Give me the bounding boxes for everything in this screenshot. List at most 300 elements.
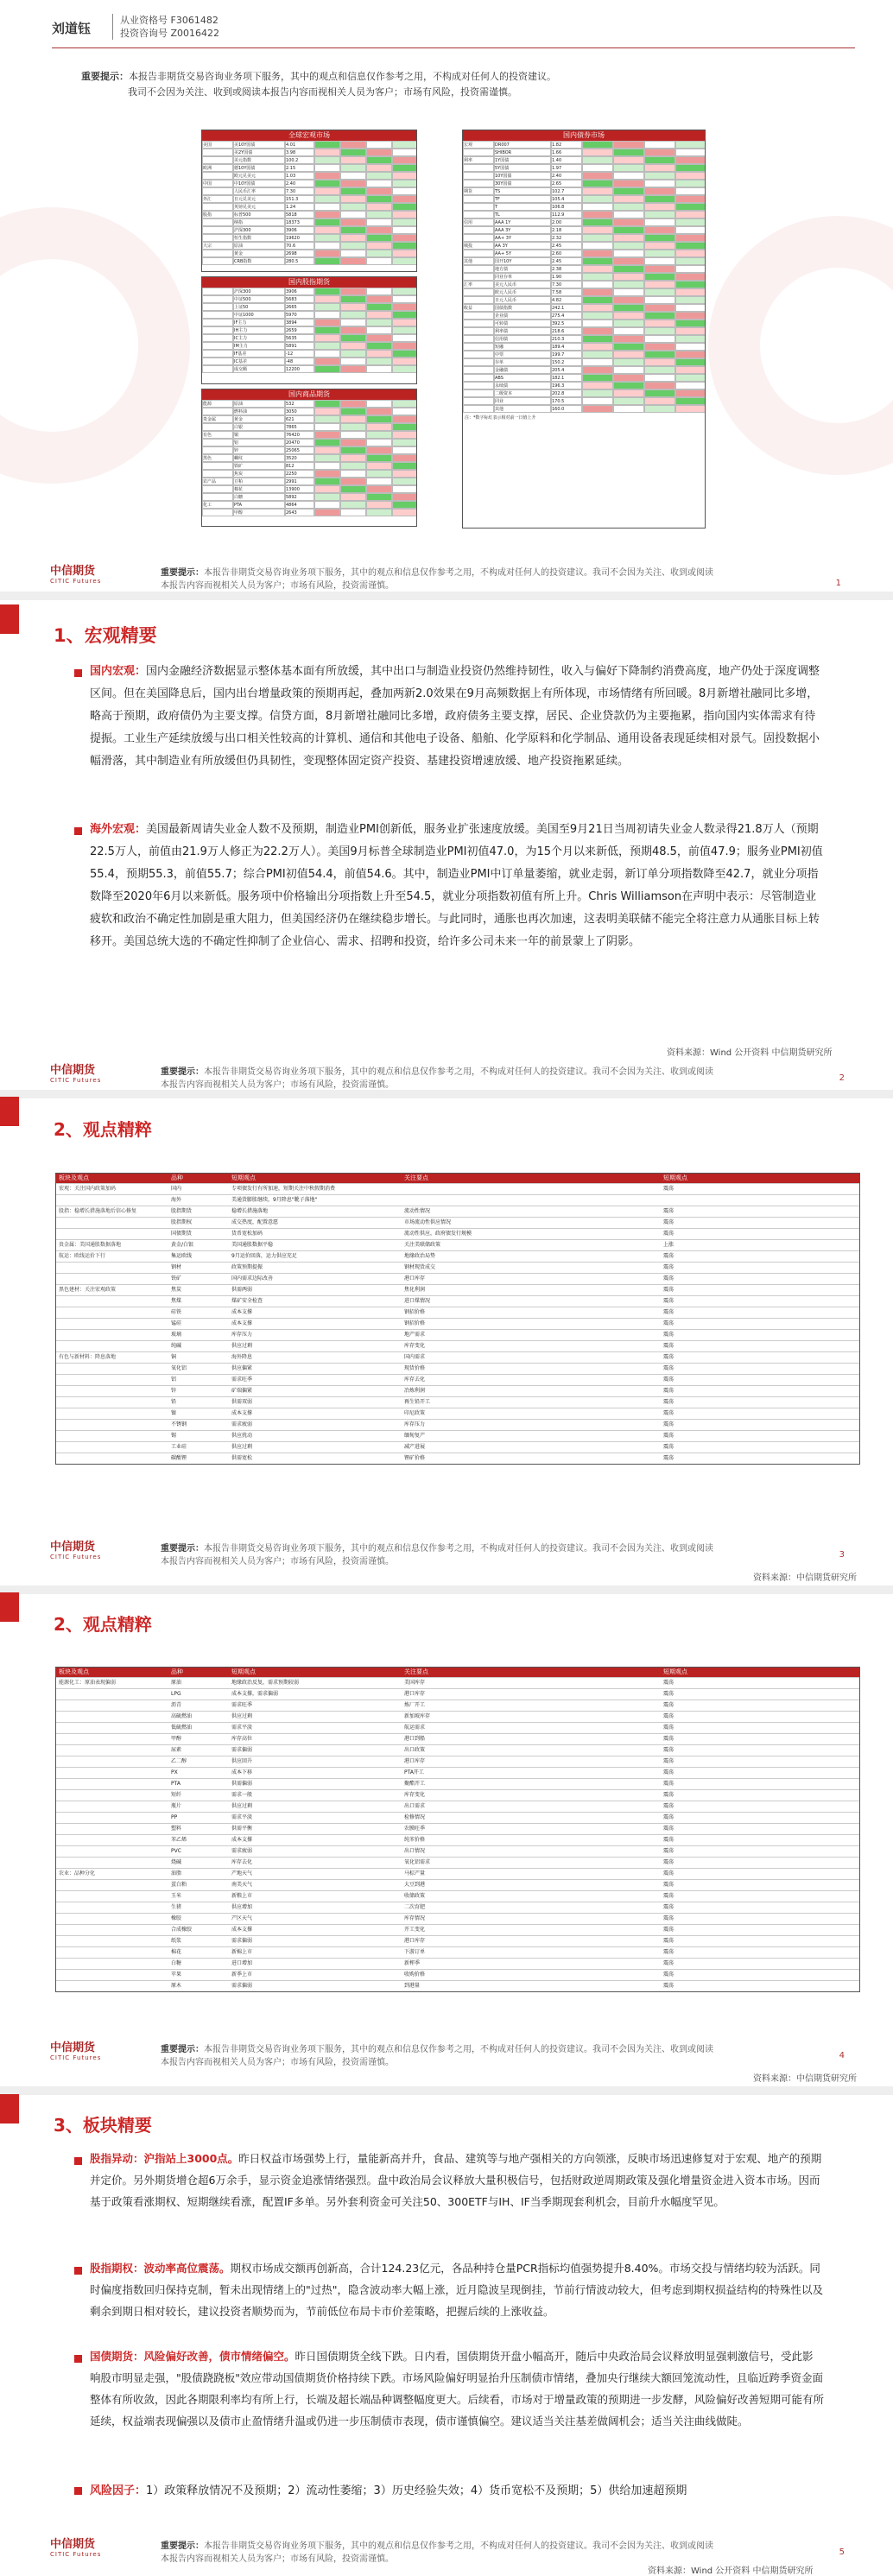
table-cell: 5Y国债 <box>494 164 551 172</box>
table-cell: 矿端偏紧 <box>231 1388 253 1394</box>
table-shade-cell <box>366 303 392 311</box>
table-cell: 原油 <box>233 400 285 408</box>
table-cell: 白糖 <box>171 1960 182 1966</box>
table-shade-cell <box>675 265 706 273</box>
source-note: 资料来源：Wind 公开资料 中信期货研究所 <box>648 2567 814 2576</box>
table-cell: 震荡 <box>663 1882 674 1888</box>
table-cell: AA 3Y <box>494 242 551 250</box>
table-cell <box>661 1195 712 1206</box>
table-shade-cell <box>340 462 366 470</box>
table-shade-cell <box>340 303 366 311</box>
table-cell: 供需偏弱 <box>231 1781 253 1787</box>
table-cell: 美元人民币 <box>494 281 551 288</box>
table-shade-cell <box>340 172 366 180</box>
table-shade-cell <box>644 172 675 180</box>
table-cell: 标普500 <box>233 211 285 218</box>
table-cell: 189.4 <box>551 343 582 351</box>
table-shade-cell <box>366 164 392 172</box>
table-cell: 震荡 <box>663 1915 674 1921</box>
table-cell <box>56 1936 168 1946</box>
table-cell: 锰硅 <box>171 1320 182 1326</box>
table-cell <box>56 1801 168 1812</box>
table-shade-cell <box>340 342 366 350</box>
table-shade-cell <box>314 234 340 242</box>
table-shade-cell <box>613 250 644 257</box>
table-shade-cell <box>392 141 417 149</box>
table-header-cell: 关注要点 <box>404 1668 428 1675</box>
table-cell: 能源 <box>202 400 233 408</box>
table-row <box>56 1722 859 1733</box>
table-cell <box>202 326 233 334</box>
table-row <box>56 1778 859 1789</box>
table-cell: 供应扰动 <box>231 1433 253 1439</box>
para-tag: 国债期货：风险偏好改善，债市情绪偏空。 <box>90 2350 295 2363</box>
table-cell: 塑料 <box>171 1826 182 1832</box>
table-cell: 港口库存 <box>404 1275 426 1282</box>
table-cell: TF <box>494 195 551 203</box>
table-cell: 宏观：关注国内政策加码 <box>59 1186 117 1192</box>
table-cell: 美元指数 <box>233 156 285 164</box>
para-text: 美国最新周请失业金人数不及预期，制造业PMI创新低，服务业扩张速度放缓。美国至9月21日当周初请失业金人数录得21.8万人（预期22.5万人，前值由21.9万人修正为22.2万人）。美国9月标普全球制造业PMI初值47.0，为15个月以来新低，预期48.5，前值47.9；服务业PMI初值55.4，预期55.3，前值55.7；综合PMI初值54.4，前值54.6。其中，制造业PMI中订单量萎缩，就业走弱，新订单分项指数降至42.7，就业分项指数降至2020年6月以来新低。服务项中价格输出分项指数上升至54.5，就业分项指数初值有所上升。Chris Williamson在声明中表示：尽管制造业疲软和政治不确定性加剧是重大阻力，但美国经济仍在继续稳步增长。与此同时，通胀也再次加速，这表明美联储不能完全将注意力从通胀目标上转移开。美国总统大选的不确定性抑制了企业信心、需求、招聘和投资，给许多公司未来一年的前景蒙上了阴影。 <box>90 823 823 948</box>
table-cell: 尿素 <box>171 1747 182 1753</box>
table-cell: 需求疲弱 <box>231 1421 253 1427</box>
table-shade-cell <box>392 342 417 350</box>
table-shade-cell <box>392 470 417 478</box>
table-shade-cell <box>613 397 644 405</box>
table-shade-cell <box>613 187 644 195</box>
table-cell <box>463 335 494 343</box>
table-shade-cell <box>613 343 644 351</box>
table-cell: 震荡 <box>663 1208 674 1214</box>
table-shade-cell <box>644 234 675 242</box>
table-shade-cell <box>314 242 340 250</box>
table-shade-cell <box>613 273 644 281</box>
table-cell: 震荡 <box>663 1927 674 1933</box>
table-cell <box>56 1824 168 1834</box>
table-cell <box>202 462 233 470</box>
table-cell <box>56 1779 168 1789</box>
table-shade-cell <box>340 211 366 218</box>
table-cell: 钢材现货成交 <box>404 1264 436 1270</box>
table-cell: 供应过剩 <box>231 1713 253 1719</box>
table-shade-cell <box>644 320 675 327</box>
table-shade-cell <box>582 180 613 187</box>
footer-line-1: 本报告非期货交易咨询业务项下服务，其中的观点和信息仅作参考之用，不构成对任何人的投资建议。我司不会因为关注、收到或阅读 <box>204 568 713 578</box>
table-shade-cell <box>675 405 706 413</box>
table-shade-cell <box>314 400 340 408</box>
table-cell: 能源化工：原油表现偏弱 <box>59 1680 117 1686</box>
table-shade-cell <box>644 250 675 257</box>
watermark-arc <box>708 216 893 475</box>
table-cell: 氧化铝需求 <box>404 1859 431 1865</box>
table-cell <box>202 303 233 311</box>
table-shade-cell <box>613 218 644 226</box>
table-cell <box>463 382 494 389</box>
table-cell: 纯碱 <box>171 1343 182 1349</box>
table-shade-cell <box>582 149 613 156</box>
table-cell: IF主力 <box>233 319 285 326</box>
table-cell: 供应过剩 <box>231 1444 253 1450</box>
table-cell: 102.7 <box>551 187 582 195</box>
table-shade-cell <box>340 415 366 423</box>
notice-line-2: 我司不会因为关注、收到或阅读本报告内容而视相关人员为客户；市场有风险，投资需谨慎。 <box>128 86 517 98</box>
section-bar <box>0 604 19 634</box>
table-cell: 进口增加 <box>231 1960 253 1966</box>
table-cell: 日元兑美元 <box>233 195 285 203</box>
table-cell <box>463 203 494 211</box>
table-cell <box>463 320 494 327</box>
table-shade-cell <box>582 257 613 265</box>
table-cell: 2659 <box>285 326 314 334</box>
table-shade-cell <box>392 423 417 431</box>
para-tag: 股指异动：沪指站上3000点。 <box>90 2152 239 2165</box>
table-row <box>56 1396 859 1408</box>
table-shade-cell <box>340 288 366 295</box>
table-cell: 160.0 <box>551 405 582 413</box>
table-shade-cell <box>340 478 366 485</box>
table-cell <box>202 319 233 326</box>
table-cell: 7.30 <box>285 187 314 195</box>
table-cell: 275.4 <box>551 312 582 320</box>
table-shade-cell <box>613 281 644 288</box>
table-shade-cell <box>314 172 340 180</box>
header-divider <box>52 47 855 48</box>
footer-line-2: 本报告内容而视相关人员为客户；市场有风险，投资需谨慎。 <box>161 1080 394 1090</box>
table-cell: 621 <box>285 415 314 423</box>
table-shade-cell <box>644 382 675 389</box>
page-number: 2 <box>839 1073 845 1083</box>
table-cell <box>202 439 233 446</box>
table-cell: 成本支撑 <box>231 1320 253 1326</box>
table-shade-cell <box>366 326 392 334</box>
table-cell <box>463 250 494 257</box>
table-shade-cell <box>675 172 706 180</box>
table-cell: 7.30 <box>551 281 582 288</box>
para-text: 期权市场成交额再创新高，合计124.23亿元，各品种持仓量PCR指标均值强势提升8.40%。市场交投与情绪均较为活跃。同时偏度指数回归保持克制，暂未出现情绪上的"过热"，隐含波动率大幅上涨，近月隐波呈现倒挂，节前行情波动较大，但考虑到期权损益结构的特殊性以及剩余到期日相对较长，建议投资者顺势而为，节前低位布局卡市价差策略，把握后续的上涨收益。 <box>90 2262 824 2318</box>
para-text: 国内金融经济数据显示整体基本面有所放缓，其中出口与制造业投资仍然维持韧性，收入与偏好下降制约消费高度，地产仍处于深度调整区间。但在美国降息后，国内出台增量政策的预期再起，叠加两新2.0效果在9月高频数据上有所体现，市场情绪有所回暖。8月新增社融同比多增，略高于预期，政府债仍为主要支撑。信贷方面，8月新增社融同比多增，政府债务主要支撑，居民、企业贷款仍为主要拖累，指向国内实体需求有待提振。工业生产延续放缓与出口相关性较高的计算机、通信和其他电子设备、船舶、化学原料和化学制品、通用设备表现延续相对景气。固投数据小幅滑落，其中制造业有所放缓但仍具韧性，变现整体固定资产投资、基建投资增速放缓、地产投资拖累延续。 <box>90 665 820 768</box>
table-cell: 金融债 <box>494 366 551 374</box>
table-cell: 震荡 <box>663 1837 674 1843</box>
section-bar <box>0 1592 19 1622</box>
table-cell <box>463 180 494 187</box>
table-cell: 需求一般 <box>231 1792 253 1798</box>
table-cell: 纸浆 <box>171 1938 182 1944</box>
table-cell: 二级资本 <box>494 389 551 397</box>
table-shade-cell <box>582 172 613 180</box>
table-cell: 锡 <box>171 1433 177 1439</box>
logo-cn: 中信期货 <box>50 1541 96 1554</box>
table-shade-cell <box>392 218 417 226</box>
table-cell <box>56 1745 168 1756</box>
table-cell: 震荡 <box>663 1219 674 1225</box>
table-shade-cell <box>366 311 392 319</box>
footer-line-1: 本报告非期货交易咨询业务项下服务，其中的观点和信息仅作参考之用，不构成对任何人的投资建议。我司不会因为关注、收到或阅读 <box>204 1067 713 1077</box>
table-cell: 20470 <box>285 439 314 446</box>
table-shade-cell <box>314 439 340 446</box>
table-cell: 高硫燃油 <box>171 1713 193 1719</box>
table-cell: 沪深300 <box>233 288 285 295</box>
table-cell: 震荡 <box>663 1736 674 1742</box>
table-cell: 106.8 <box>551 203 582 211</box>
table-cell <box>56 1319 168 1329</box>
table-cell: 人民币汇率 <box>233 187 285 195</box>
table-cell <box>56 1689 168 1699</box>
table-cell: 1.97 <box>551 164 582 172</box>
table-cell: -48 <box>285 358 314 365</box>
table-cell: 冶炼利润 <box>404 1388 426 1394</box>
table-cell: 马棕产量 <box>404 1870 426 1877</box>
table-cell: 库存高位 <box>231 1736 253 1742</box>
table-shade-cell <box>392 319 417 326</box>
table-shade-cell <box>366 242 392 250</box>
table-header-cell: 板块及观点 <box>59 1174 89 1181</box>
table-cell: 震荡 <box>663 1388 674 1394</box>
table-cell: AA+ 3Y <box>494 234 551 242</box>
table-shade-cell <box>314 257 340 265</box>
table-cell: 信用 <box>463 218 494 226</box>
table-shade-cell <box>314 408 340 415</box>
table-cell: 航运需求 <box>404 1725 426 1731</box>
commodity-table <box>201 389 417 527</box>
table-cell: 2991 <box>285 478 314 485</box>
table-shade-cell <box>613 405 644 413</box>
table-cell: 关注美联储政策 <box>404 1242 441 1248</box>
table-shade-cell <box>340 195 366 203</box>
table-shade-cell <box>675 234 706 242</box>
table-shade-cell <box>613 141 644 149</box>
table-cell: 国内 <box>171 1186 182 1192</box>
table-row <box>56 1879 859 1890</box>
table-cell: 纯苯价格 <box>404 1837 426 1843</box>
table-cell: 沥青 <box>171 1702 182 1708</box>
table-shade-cell <box>675 242 706 250</box>
table-cell <box>56 1959 168 1969</box>
table-cell <box>56 1274 168 1284</box>
table-shade-cell <box>366 319 392 326</box>
table-cell: 202.8 <box>551 389 582 397</box>
table-shade-cell <box>314 446 340 454</box>
table-cell: 2.60 <box>551 250 582 257</box>
table-cell: 铜 <box>233 431 285 439</box>
table-cell: 政策预期提振 <box>231 1264 263 1270</box>
table-cell: 需求疲弱 <box>231 1848 253 1854</box>
table-shade-cell <box>613 172 644 180</box>
table-cell: 供应回升 <box>231 1758 253 1764</box>
table-cell <box>463 234 494 242</box>
table-header-cell: 短期观点 <box>231 1668 256 1675</box>
notice-label: 重要提示： <box>81 71 129 82</box>
source-note: 资料来源：中信期货研究所 <box>753 1573 857 1583</box>
table-shade-cell <box>366 493 392 501</box>
table-shade-cell <box>392 211 417 218</box>
table-cell: PX <box>171 1769 178 1775</box>
table-row <box>56 1217 859 1228</box>
table-cell: 中国 <box>202 180 233 187</box>
table-shade-cell <box>340 164 366 172</box>
section-title: 2、观点精粹 <box>54 1119 152 1140</box>
table-cell: 生猪 <box>171 1904 182 1910</box>
table-shade-cell <box>582 312 613 320</box>
table-cell: 专项债发行有所加速，短期关注中秋假期消费 <box>231 1186 336 1192</box>
table-shade-cell <box>644 304 675 312</box>
table-shade-cell <box>340 326 366 334</box>
table-cell <box>56 1768 168 1778</box>
table-shade-cell <box>675 211 706 218</box>
table-cell <box>463 265 494 273</box>
table-cell: 农业：品种分化 <box>59 1870 96 1877</box>
table-cell: 黑色建材：关注宏观政策 <box>59 1287 117 1293</box>
table-shade-cell <box>644 358 675 366</box>
table-cell <box>56 1375 168 1385</box>
table-cell: 5891 <box>285 342 314 350</box>
table-row <box>56 1834 859 1845</box>
table-cell: 供应增加 <box>231 1904 253 1910</box>
footer-line-2: 本报告内容而视相关人员为客户；市场有风险，投资需谨慎。 <box>161 581 394 591</box>
table-cell <box>202 423 233 431</box>
table-cell <box>463 351 494 358</box>
table-cell <box>56 1858 168 1868</box>
table-cell: 信用债 <box>494 335 551 343</box>
table-shade-cell <box>675 226 706 234</box>
table-cell: 2.00 <box>551 218 582 226</box>
table-row <box>56 1958 859 1969</box>
table-cell <box>56 1453 168 1464</box>
table-cell: 地缘政治反复，需求预期较弱 <box>231 1680 300 1686</box>
table-cell: 中10Y国债 <box>233 180 285 187</box>
table-cell: 供应过剩 <box>231 1343 253 1349</box>
table-cell <box>56 1700 168 1711</box>
table-header-cell: 关注要点 <box>404 1174 428 1181</box>
table-shade-cell <box>613 164 644 172</box>
table-shade-cell <box>644 211 675 218</box>
table-cell: 12200 <box>285 365 314 373</box>
bond-futures-paragraph <box>90 2345 824 2432</box>
table-cell: 震荡 <box>663 1758 674 1764</box>
table-cell: 可转债 <box>494 320 551 327</box>
table-cell: 铝 <box>233 439 285 446</box>
table-shade-cell <box>366 295 392 303</box>
table-shade-cell <box>613 320 644 327</box>
logo-en: CITIC Futures <box>50 578 102 585</box>
table-row <box>56 1733 859 1744</box>
table-shade-cell <box>644 288 675 296</box>
table-cell: 汇率 <box>463 281 494 288</box>
table-cell: 农产品 <box>202 478 233 485</box>
table-cell <box>202 218 233 226</box>
table-shade-cell <box>392 415 417 423</box>
table-cell: 乙二醇 <box>171 1758 187 1764</box>
table-cell: 外汇 <box>202 195 233 203</box>
table-shade-cell <box>644 296 675 304</box>
table-shade-cell <box>340 234 366 242</box>
table-cell <box>202 311 233 319</box>
table-cell: 震荡 <box>663 1713 674 1719</box>
table-shade-cell <box>582 203 613 211</box>
footer-line-1: 本报告非期货交易咨询业务项下服务，其中的观点和信息仅作参考之用，不构成对任何人的投资建议。我司不会因为关注、收到或阅读 <box>204 1544 713 1554</box>
table-shade-cell <box>644 180 675 187</box>
table-row <box>56 1307 859 1318</box>
table-shade-cell <box>366 358 392 365</box>
table-shade-cell <box>644 273 675 281</box>
table-shade-cell <box>366 470 392 478</box>
citic-logo <box>50 561 102 596</box>
table-shade-cell <box>675 327 706 335</box>
table-shade-cell <box>314 454 340 462</box>
table-cell <box>56 1981 168 1991</box>
table-shade-cell <box>366 415 392 423</box>
table-cell: 震荡 <box>663 1904 674 1910</box>
table-row <box>56 1935 859 1946</box>
table-cell: IC基差 <box>233 358 285 365</box>
citic-logo <box>50 1537 102 1572</box>
footer-label: 重要提示： <box>161 1544 204 1554</box>
table-shade-cell <box>340 156 366 164</box>
table-cell <box>202 446 233 454</box>
table-shade-cell <box>340 454 366 462</box>
table-header-cell: 品种 <box>171 1668 183 1675</box>
table-cell: 震荡 <box>663 1186 674 1192</box>
table-cell: T <box>494 203 551 211</box>
table-cell: LPG <box>171 1691 181 1697</box>
table-shade-cell <box>314 509 340 516</box>
table-header-cell: 品种 <box>171 1174 183 1181</box>
table-cell: 国内需求 <box>404 1354 426 1360</box>
table-shade-cell <box>392 156 417 164</box>
table-cell: 1.03 <box>285 172 314 180</box>
table-cell: 铜 <box>171 1354 177 1360</box>
table-cell: 供需两弱 <box>231 1287 253 1293</box>
table-cell: 280.5 <box>285 257 314 265</box>
table-cell <box>56 1947 168 1958</box>
table-shade-cell <box>314 218 340 226</box>
page-number: 3 <box>839 1550 845 1560</box>
table-shade-cell <box>582 218 613 226</box>
table-shade-cell <box>340 141 366 149</box>
table-cell: 恒生指数 <box>233 234 285 242</box>
table-cell <box>56 1218 168 1228</box>
table-shade-cell <box>314 350 340 358</box>
table-shade-cell <box>582 273 613 281</box>
table-cell: 震荡 <box>663 1343 674 1349</box>
bullet-icon <box>74 2355 82 2363</box>
table-cell: 钢材 <box>171 1264 182 1270</box>
table-header-cell: 短期观点 <box>663 1174 687 1181</box>
table-cell: 美国库存 <box>404 1680 426 1686</box>
table-cell: 工业硅 <box>171 1444 187 1450</box>
table-cell <box>56 1397 168 1408</box>
license-line-1: 从业资格号 F3061482 <box>120 15 218 26</box>
table-cell <box>56 1431 168 1441</box>
table-cell: 永续债 <box>494 382 551 389</box>
table-row <box>56 1374 859 1385</box>
table-shade-cell <box>582 382 613 389</box>
section-title: 2、观点精粹 <box>54 1614 152 1635</box>
table-shade-cell <box>340 242 366 250</box>
table-shade-cell <box>392 431 417 439</box>
table-cell: 焦煤 <box>171 1298 182 1304</box>
table-shade-cell <box>675 288 706 296</box>
table-cell <box>202 365 233 373</box>
table-shade-cell <box>392 250 417 257</box>
table-shade-cell <box>314 493 340 501</box>
table-cell: 地方债 <box>494 265 551 273</box>
para-text: 昨日国债期货全线下跌。日内看，国债期货开盘小幅高开，随后中央政治局会议释放明显强刺激信号，受此影响股市明显走强，"股债跷跷板"效应带动国债期货价格持续下跌。市场风险偏好明显抬升压制债市情绪，叠加央行继续大额回笼流动性，且临近跨季资金面整体有所收敛，因此各期限利率均有所上行，长端及超长端品种调整幅度更大。后续看，市场对于增量政策的预期进一步发酵，风险偏好改善短期可能有所延续，权益端表现偏强以及债市止盈情绪升温或仍进一步压制债市表现，债市谨慎偏空。建议适当关注基差做阔机会；适当关注曲线做陡。 <box>90 2350 825 2427</box>
table-cell <box>56 1790 168 1801</box>
table-title: 全球宏观市场 <box>202 130 416 141</box>
table-cell: 二次育肥 <box>404 1904 426 1910</box>
table-row <box>56 1980 859 1991</box>
table-cell: 铅 <box>171 1399 177 1405</box>
